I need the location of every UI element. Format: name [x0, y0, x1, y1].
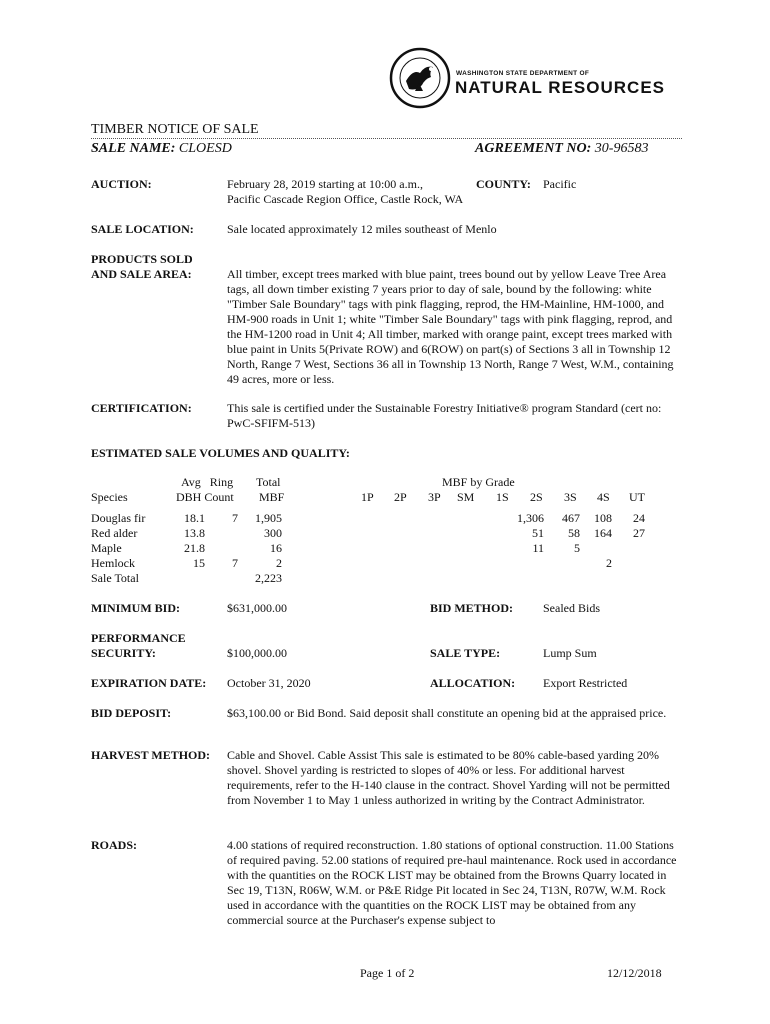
roads-text: 4.00 stations of required reconstruction. 1.80 stations of optional construction. 11.00 Stations of required paving. 52.00 stations of required pre-haul maintenance. Rock used in accordance with the quantities on the ROCK LIST may be obtained from the Browns Quarry located in Sec 19, T13N, R06W, W.M. or P&E Ridge Pit located in Sec 24, T13N, R07W, W.M. Rock used in accordance with the quantities on the ROCK LIST may be obtained from any commercial source at the Purchaser's expense subject to [227, 838, 677, 927]
products-text: All timber, except trees marked with blue paint, trees bound out by yellow Leave Tree Area tags, all down timber existing 7 years prior to day of sale, bound by the following: white "Timber Sale Boundary" tags with pink flagging, reprod, the HM-Mainline, HM-1000, and HM-900 roads in Unit 1; white "Timber Sale Boundary" tags with pink flagging, reprod, and the HM-1200 road in Unit 4; All timber, marked with orange paint, except trees marked with blue paint in Units 5(Private ROW) and 6(ROW) on part(s) of Sections 3 all in Township 12 North, Range 7 West, Sections 36 all in Township 13 North, Range 7 West, W.M., containing 49 acres, more or less. [227, 267, 674, 386]
hdr-avg-ring: Avg Ring [181, 475, 234, 489]
sale-location-label: SALE LOCATION: [91, 222, 194, 236]
bid-method-label: BID METHOD: [430, 601, 514, 615]
table-row-2s: 51 [532, 526, 544, 540]
table-row-ut: 24 [633, 511, 645, 525]
sale-name-label: SALE NAME: [91, 141, 176, 156]
page-number: Page 1 of 2 [360, 966, 415, 980]
table-row-3s: 58 [568, 526, 580, 540]
grade-1p: 1P [361, 490, 374, 504]
county-label: COUNTY: [476, 177, 531, 191]
notice-title: TIMBER NOTICE OF SALE [91, 122, 259, 137]
grade-2s: 2S [530, 490, 543, 504]
allocation-label: ALLOCATION: [430, 676, 516, 690]
table-row-ring: 7 [232, 511, 238, 525]
hdr-total: Total [256, 475, 281, 489]
footer-date: 12/12/2018 [607, 966, 662, 980]
hdr-mbf-by-grade: MBF by Grade [442, 475, 515, 489]
table-row-species: Red alder [91, 526, 138, 540]
table-row-total: 16 [270, 541, 282, 555]
performance-value: $100,000.00 [227, 646, 287, 660]
logo-agency-top: WASHINGTON STATE DEPARTMENT OF [456, 70, 590, 77]
county-value: Pacific [543, 177, 577, 191]
dnr-seal-logo [389, 47, 451, 109]
table-row-total: 2 [276, 556, 282, 570]
harvest-method-text: Cable and Shovel. Cable Assist This sale is estimated to be 80% cable-based yarding 20% shovel. Shovel yarding is restricted to slopes of 40% or less. For additional harvest requirements, refer to the H-140 clause in the contract. Shovel Yarding will not be permitted from November 1 to May 1 unless authorized in writing by the Contract Administrator. [227, 748, 670, 807]
agreement-label: AGREEMENT NO: [475, 141, 592, 156]
bid-deposit-text: $63,100.00 or Bid Bond. Said deposit shall constitute an opening bid at the appraised price. [227, 706, 667, 720]
roads-label: ROADS: [91, 838, 138, 852]
table-row-dbh: 13.8 [184, 526, 205, 540]
volumes-heading: ESTIMATED SALE VOLUMES AND QUALITY: [91, 446, 350, 460]
sale-name-value: CLOESD [178, 141, 232, 156]
title-divider [91, 138, 682, 139]
table-row-4s: 108 [594, 511, 612, 525]
table-row-4s: 2 [606, 556, 612, 570]
sale-location-text: Sale located approximately 12 miles southeast of Menlo [227, 222, 497, 236]
hdr-mbf: MBF [259, 490, 285, 504]
performance-label-2: SECURITY: [91, 646, 156, 660]
table-row-species: Sale Total [91, 571, 139, 585]
table-row-total: 1,905 [255, 511, 282, 525]
grade-sm: SM [457, 490, 475, 504]
table-row-species: Douglas fir [91, 511, 146, 525]
table-row-dbh: 21.8 [184, 541, 205, 555]
hdr-species: Species [91, 490, 128, 504]
grade-3s: 3S [564, 490, 577, 504]
grade-1s: 1S [496, 490, 509, 504]
certification-text: This sale is certified under the Sustainable Forestry Initiative® program Standard (cert no: PwC-SFIFM-513) [227, 401, 662, 430]
table-row-total: 300 [264, 526, 282, 540]
table-row-ut: 27 [633, 526, 645, 540]
table-row-species: Hemlock [91, 556, 135, 570]
table-row-species: Maple [91, 541, 122, 555]
minimum-bid-label: MINIMUM BID: [91, 601, 180, 615]
minimum-bid-value: $631,000.00 [227, 601, 287, 615]
table-row-3s: 5 [574, 541, 580, 555]
grade-ut: UT [629, 490, 645, 504]
products-label-1: PRODUCTS SOLD [91, 252, 193, 266]
bid-deposit-label: BID DEPOSIT: [91, 706, 172, 720]
table-row-3s: 467 [562, 511, 580, 525]
auction-line2: Pacific Cascade Region Office, Castle Rock, WA [227, 192, 464, 206]
grade-2p: 2P [394, 490, 407, 504]
table-row-4s: 164 [594, 526, 612, 540]
agreement-value: 30-96583 [594, 141, 649, 156]
table-row-dbh: 15 [193, 556, 205, 570]
certification-label: CERTIFICATION: [91, 401, 192, 415]
expiration-label: EXPIRATION DATE: [91, 676, 207, 690]
expiration-value: October 31, 2020 [227, 676, 311, 690]
sale-name-line [91, 141, 232, 157]
table-row-2s: 11 [532, 541, 544, 555]
harvest-method-label: HARVEST METHOD: [91, 748, 211, 762]
agreement-line [475, 141, 648, 157]
hdr-dbh-count: DBH Count [176, 490, 234, 504]
sale-type-value: Lump Sum [543, 646, 597, 660]
table-row-ring: 7 [232, 556, 238, 570]
grade-3p: 3P [428, 490, 441, 504]
logo-agency-main: NATURAL RESOURCES [455, 78, 665, 97]
sale-type-label: SALE TYPE: [430, 646, 501, 660]
performance-label-1: PERFORMANCE [91, 631, 186, 645]
grade-4s: 4S [597, 490, 610, 504]
table-row-2s: 1,306 [517, 511, 544, 525]
allocation-value: Export Restricted [543, 676, 628, 690]
auction-line1: February 28, 2019 starting at 10:00 a.m., [227, 177, 423, 191]
table-row-total: 2,223 [255, 571, 282, 585]
table-row-dbh: 18.1 [184, 511, 205, 525]
bid-method-value: Sealed Bids [543, 601, 600, 615]
products-label-2: AND SALE AREA: [91, 267, 192, 281]
auction-label: AUCTION: [91, 177, 152, 191]
